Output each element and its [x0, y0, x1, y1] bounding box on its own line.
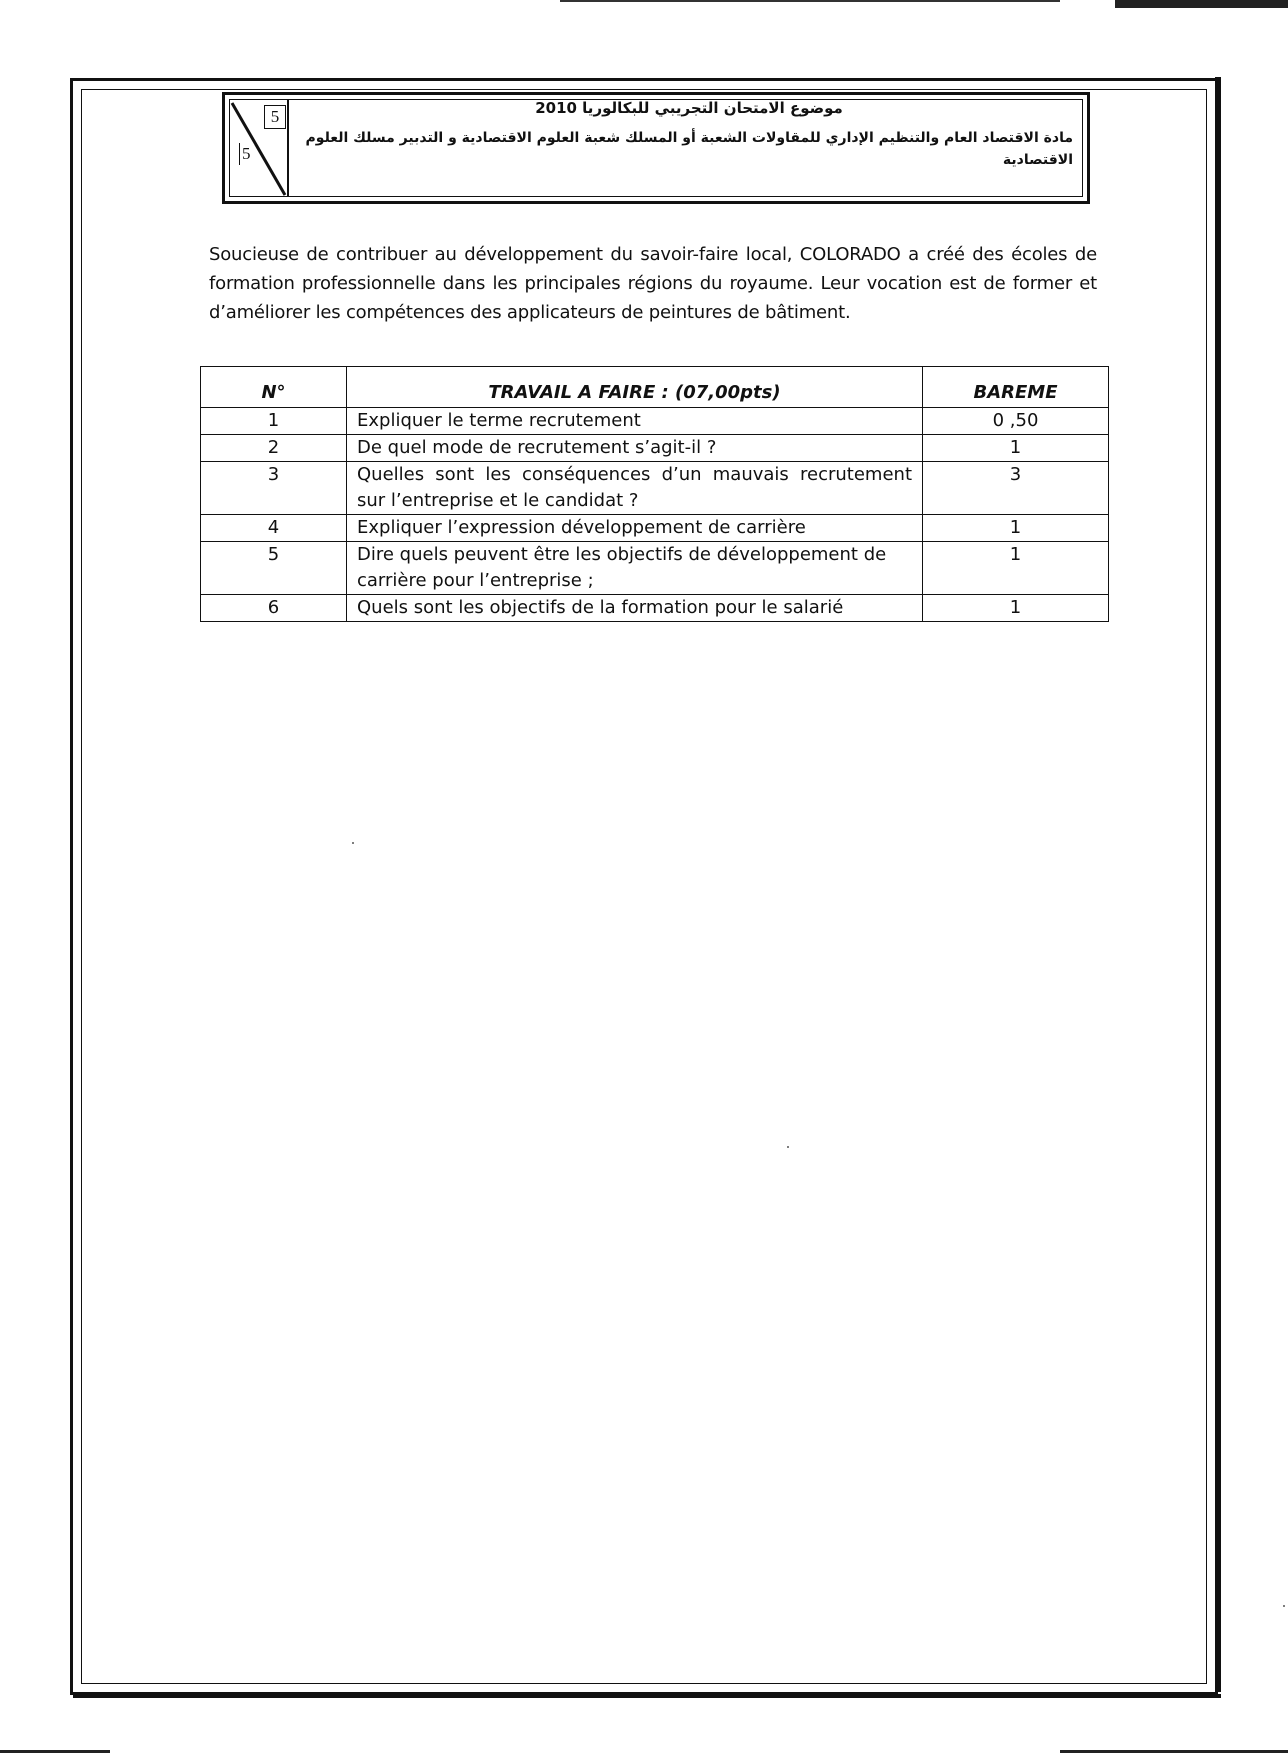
table-row	[201, 595, 1109, 622]
exam-header	[222, 92, 1090, 204]
row-score: 1	[923, 542, 1109, 595]
exam-title: موضوع الامتحان التجريبي للبكالوريا 2010	[535, 99, 843, 117]
exam-subject: مادة الاقتصاد العام والتنظيم الإداري للمقاولات الشعبة أو المسلك شعبة العلوم الاقتصادية و التدبير مسلك العلوم الاقتصادية	[305, 130, 1073, 168]
row-number: 6	[201, 595, 347, 622]
row-number: 4	[201, 515, 347, 542]
row-number: 2	[201, 435, 347, 462]
row-task: De quel mode de recrutement s’agit-il ?	[347, 435, 923, 462]
row-number: 1	[201, 408, 347, 435]
row-number: 5	[201, 542, 347, 595]
scan-edge-line	[0, 1750, 110, 1753]
table-row	[201, 408, 1109, 435]
page-number-bottom: 5	[239, 143, 254, 165]
header-task: TRAVAIL A FAIRE : (07,00pts)	[347, 367, 923, 408]
header-score: BAREME	[923, 367, 1109, 408]
row-score: 1	[923, 435, 1109, 462]
row-score: 1	[923, 515, 1109, 542]
row-task: Quels sont les objectifs de la formation pour le salarié	[347, 595, 923, 622]
row-score: 1	[923, 595, 1109, 622]
page-number-box	[229, 99, 289, 197]
row-task: Expliquer l’expression développement de carrière	[347, 515, 923, 542]
row-score: 0 ,50	[923, 408, 1109, 435]
table-row	[201, 462, 1109, 515]
row-task: Quelles sont les conséquences d’un mauvais recrutement sur l’entreprise et le candidat ?	[347, 462, 923, 515]
row-task: Dire quels peuvent être les objectifs de développement de carrière pour l’entreprise ;	[347, 542, 923, 595]
task-table	[200, 366, 1109, 622]
row-number: 3	[201, 462, 347, 515]
page-frame-shadow	[1215, 77, 1221, 1692]
scan-edge-line	[560, 0, 1060, 2]
row-task: Expliquer le terme recrutement	[347, 408, 923, 435]
table-row	[201, 542, 1109, 595]
scan-edge-mark	[1115, 0, 1288, 8]
intro-paragraph: Soucieuse de contribuer au développement du savoir-faire local, COLORADO a créé des écoles de formation professionnelle dans les principales régions du royaume. Leur vocation est de former et d’améliorer les compétences des applicateurs de peintures de bâtiment.	[209, 244, 1097, 323]
page-frame-shadow	[73, 1694, 1221, 1698]
row-score: 3	[923, 462, 1109, 515]
table-header-row	[201, 367, 1109, 408]
page-frame-inner	[81, 89, 1207, 1684]
table-row	[201, 515, 1109, 542]
page-number-top: 5	[264, 105, 286, 129]
scan-edge-line	[1060, 1750, 1288, 1753]
table-row	[201, 435, 1109, 462]
scan-speck	[1283, 1605, 1285, 1607]
header-number: N°	[201, 367, 347, 408]
